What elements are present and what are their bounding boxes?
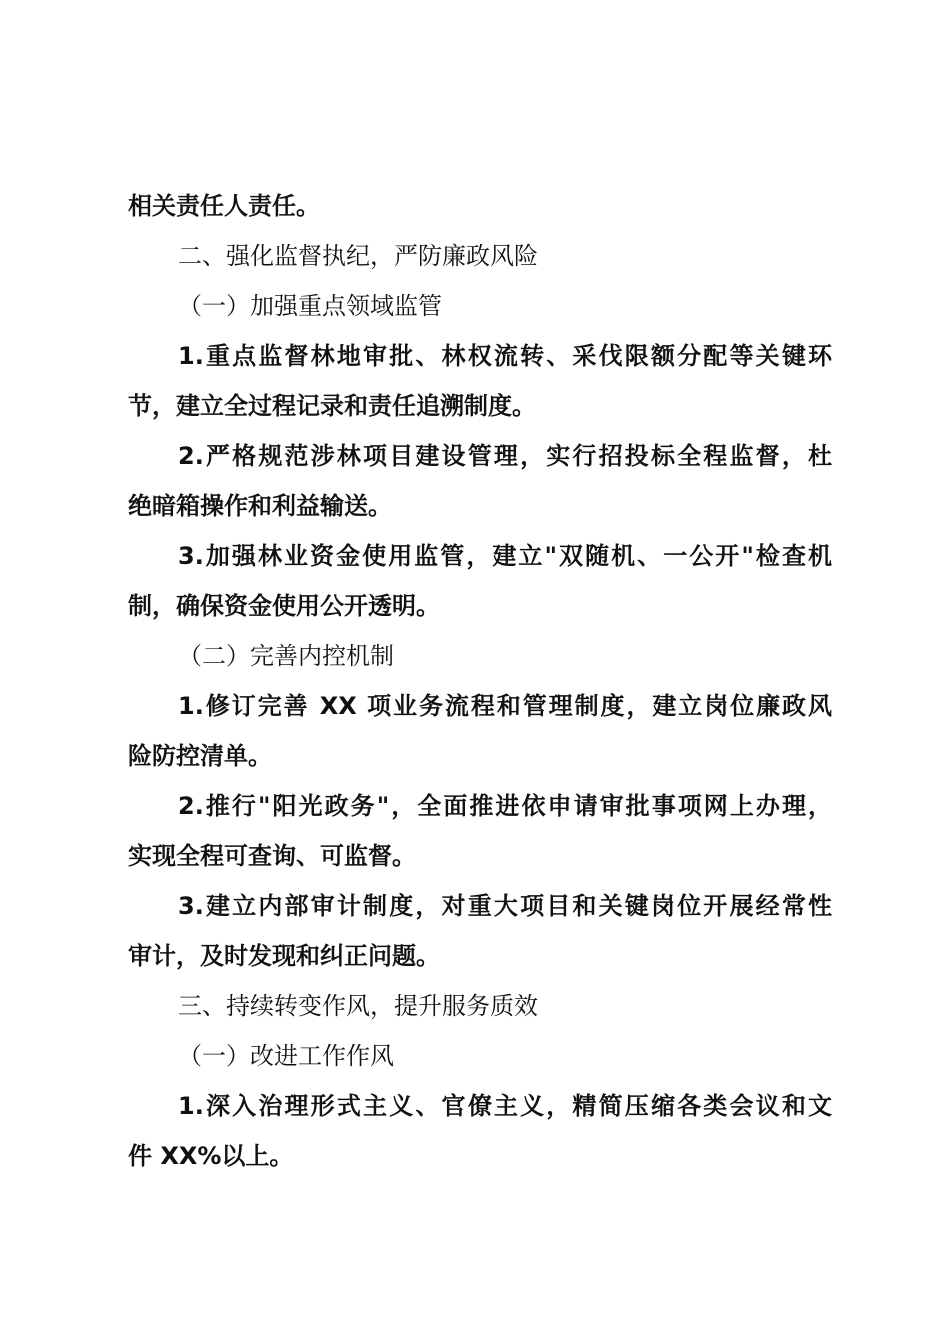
list-item-2-1-2-line-1: 2.严格规范涉林项目建设管理，实行招投标全程监督，杜 (178, 442, 832, 470)
list-item-2-1-3-line-1: 3.加强林业资金使用监管，建立"双随机、一公开"检查机 (178, 542, 832, 570)
list-item-2-2-1-line-2: 险防控清单。 (128, 742, 272, 770)
list-item-2-1-2-line-2: 绝暗箱操作和利益输送。 (128, 492, 392, 520)
list-item-3-1-1-line-2: 件 XX%以上。 (128, 1142, 294, 1170)
section-heading-3: 三、持续转变作风，提升服务质效 (178, 992, 538, 1020)
list-item-2-2-2-line-1: 2.推行"阳光政务"，全面推进依申请审批事项网上办理， (178, 792, 832, 820)
list-item-2-2-2-line-2: 实现全程可查询、可监督。 (128, 842, 416, 870)
list-item-3-1-1-line-1: 1.深入治理形式主义、官僚主义，精简压缩各类会议和文 (178, 1092, 832, 1120)
list-item-2-1-1-line-2: 节，建立全过程记录和责任追溯制度。 (128, 392, 536, 420)
list-item-2-1-1-line-1: 1.重点监督林地审批、林权流转、采伐限额分配等关键环 (178, 342, 832, 370)
list-item-2-1-3-line-2: 制，确保资金使用公开透明。 (128, 592, 440, 620)
list-item-2-2-3-line-2: 审计，及时发现和纠正问题。 (128, 942, 440, 970)
list-item-2-2-3-line-1: 3.建立内部审计制度，对重大项目和关键岗位开展经常性 (178, 892, 832, 920)
list-item-2-2-1-line-1: 1.修订完善 XX 项业务流程和管理制度，建立岗位廉政风 (178, 692, 832, 720)
subsection-heading-3-1: （一）改进工作作风 (178, 1042, 394, 1070)
subsection-heading-2-1: （一）加强重点领域监管 (178, 292, 442, 320)
section-heading-2: 二、强化监督执纪，严防廉政风险 (178, 242, 538, 270)
subsection-heading-2-2: （二）完善内控机制 (178, 642, 394, 670)
paragraph-continuation: 相关责任人责任。 (128, 192, 320, 220)
